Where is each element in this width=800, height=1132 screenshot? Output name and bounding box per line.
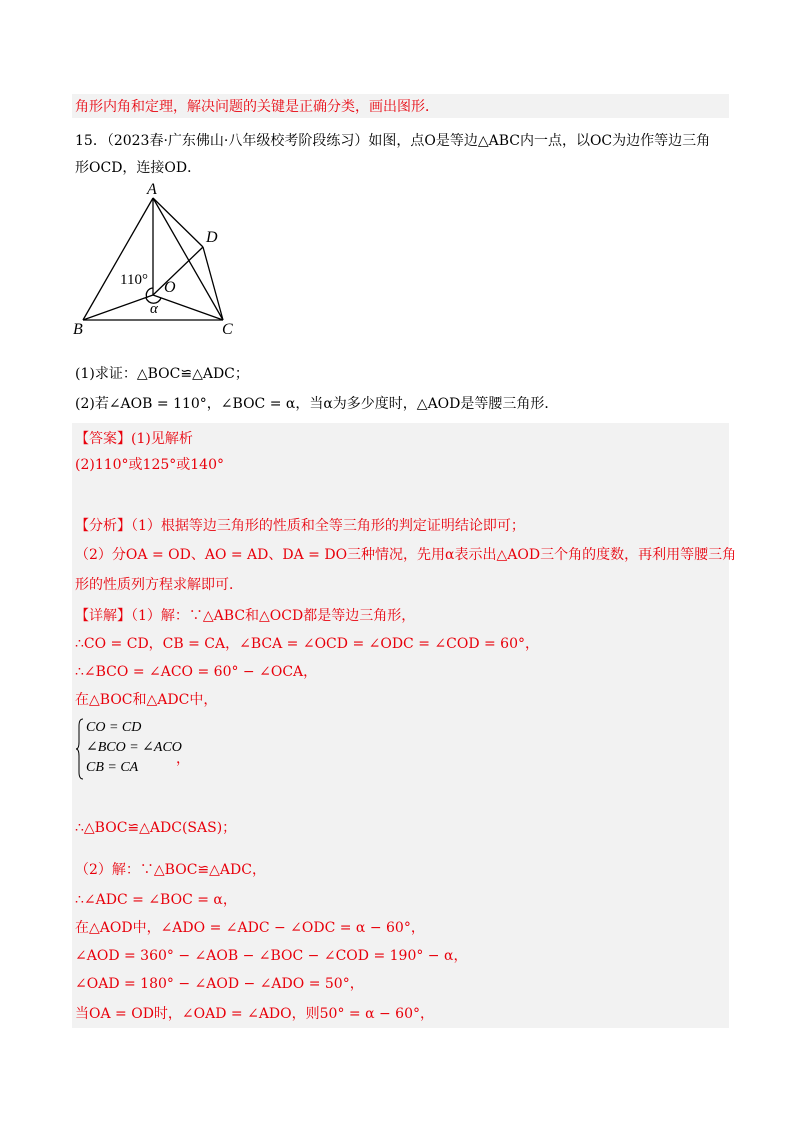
detail-line-6: （2）解：∵△BOC≌△ADC， <box>75 862 266 878</box>
label-d: D <box>206 229 218 246</box>
left-brace-icon <box>76 718 84 780</box>
system-tail: ， <box>176 751 190 767</box>
analysis-line-1: 【分析】（1）根据等边三角形的性质和全等三角形的判定证明结论即可； <box>75 518 525 534</box>
label-o: O <box>164 279 176 296</box>
part-2: (2)若∠AOB = 110°，∠BOC = α，当α为多少度时，△AOD是等腰三角形． <box>75 396 559 412</box>
segment-ad <box>153 198 203 247</box>
label-b: B <box>73 321 83 338</box>
answer-line-2: (2)110°或125°或140° <box>75 457 224 473</box>
system-line-3: CB = CA <box>86 760 139 775</box>
segment-cd <box>203 247 223 320</box>
detail-line-10: ∠OAD = 180° − ∠AOD − ∠ADO = 50°， <box>75 976 364 992</box>
label-a: A <box>147 181 157 198</box>
segment-ab <box>83 198 153 320</box>
label-c: C <box>222 321 233 338</box>
label-alpha: α <box>150 301 158 317</box>
detail-line-8: 在△AOD中，∠ADO = ∠ADC − ∠ODC = α − 60°， <box>75 920 425 936</box>
previous-solution-line: 角形内角和定理，解决问题的关键是正确分类，画出图形． <box>75 99 439 115</box>
system-line-2: ∠BCO = ∠ACO <box>86 740 182 755</box>
detail-line-2: ∴CO = CD，CB = CA，∠BCA = ∠OCD = ∠ODC = ∠COD = 60°， <box>75 636 539 652</box>
detail-line-1: 【详解】（1）解：∵△ABC和△OCD都是等边三角形， <box>75 608 416 624</box>
segment-co <box>153 295 223 320</box>
problem-line-2: 形OCD，连接OD． <box>75 160 202 176</box>
problem-line-1: 15．（2023春·广东佛山·八年级校考阶段练习）如图，点O是等边△ABC内一点，以OC为边作等边三角 <box>75 133 711 149</box>
system-line-1: CO = CD <box>86 720 142 735</box>
detail-line-9: ∠AOD = 360° − ∠AOB − ∠BOC − ∠COD = 190° − α， <box>75 948 468 964</box>
detail-line-3: ∴∠BCO = ∠ACO = 60° − ∠OCA， <box>75 664 318 680</box>
segment-ac <box>153 198 223 320</box>
detail-line-5: ∴△BOC≌△ADC(SAS)； <box>75 820 237 836</box>
detail-line-4: 在△BOC和△ADC中， <box>75 692 218 708</box>
answer-line-1: 【答案】(1)见解析 <box>75 431 193 447</box>
analysis-line-2: （2）分OA = OD、AO = AD、DA = DO三种情况，先用α表示出△AOD三个角的度数，再利用等腰三角 <box>75 547 737 563</box>
label-110: 110° <box>120 272 148 288</box>
analysis-line-3: 形的性质列方程求解即可． <box>75 577 243 593</box>
segment-bo <box>83 295 153 320</box>
geometry-figure <box>60 180 260 340</box>
detail-line-11: 当OA = OD时，∠OAD = ∠ADO，则50° = α − 60°， <box>75 1006 434 1022</box>
part-1: (1)求证：△BOC≌△ADC； <box>75 366 249 382</box>
detail-line-7: ∴∠ADC = ∠BOC = α， <box>75 892 237 908</box>
